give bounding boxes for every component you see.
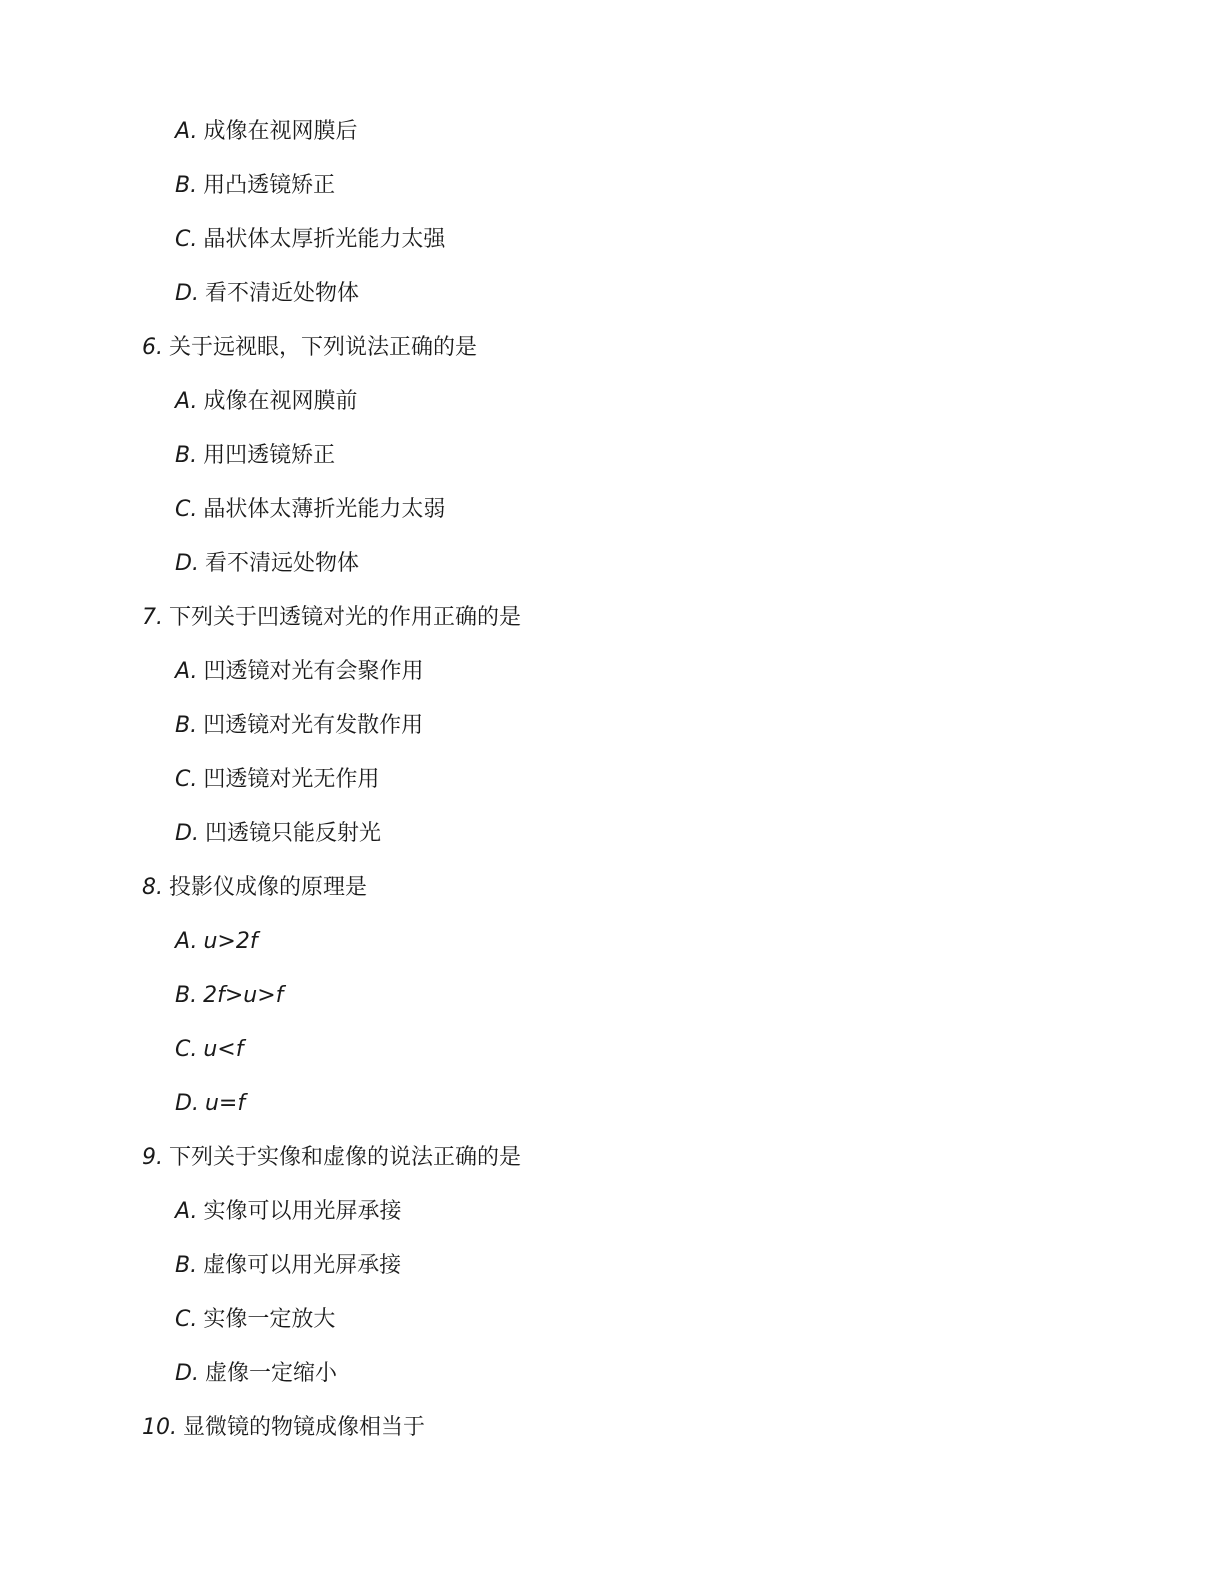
option-letter: A. [175,119,198,144]
option-line [175,441,335,471]
option-line [175,495,445,525]
option-line [175,117,357,147]
option-text: 晶状体太厚折光能力太强 [203,227,446,252]
option-formula: u>2f [203,929,258,954]
option-letter: C. [175,1037,198,1062]
option-letter: D. [175,1361,199,1386]
question-text: 关于远视眼，下列说法正确的是 [169,335,478,360]
question-number: 7. [142,605,163,630]
option-text: 实像一定放大 [203,1307,336,1332]
option-text: 成像在视网膜后 [203,119,358,144]
option-letter: A. [175,1199,198,1224]
question-number: 6. [142,335,163,360]
question-number: 10. [142,1415,177,1440]
option-text: 成像在视网膜前 [203,389,358,414]
option-text: 看不清近处物体 [204,281,359,306]
option-line [175,279,359,309]
question-text: 下列关于实像和虚像的说法正确的是 [169,1145,522,1170]
option-line [175,387,357,417]
question-number: 8. [142,875,163,900]
option-line [175,657,423,687]
question-number: 9. [142,1145,163,1170]
option-text: 凹透镜对光有发散作用 [203,713,424,738]
option-letter: D. [175,1091,199,1116]
option-text: 看不清远处物体 [204,551,359,576]
option-letter: C. [175,497,198,522]
option-line [175,927,258,957]
option-text: 凹透镜只能反射光 [204,821,381,846]
option-letter: B. [175,1253,198,1278]
question-line [142,1143,521,1173]
question-line [142,603,521,633]
question-line [142,333,477,363]
option-line [175,1197,401,1227]
option-line [175,1089,245,1119]
option-letter: A. [175,389,198,414]
option-letter: C. [175,227,198,252]
question-text: 显微镜的物镜成像相当于 [183,1415,426,1440]
option-formula: u<f [203,1037,244,1062]
option-line [175,819,381,849]
option-text: 晶状体太薄折光能力太弱 [203,497,446,522]
option-letter: C. [175,1307,198,1332]
question-line [142,873,367,903]
option-letter: C. [175,767,198,792]
option-letter: D. [175,281,199,306]
question-line [142,1413,425,1443]
option-text: 凹透镜对光有会聚作用 [203,659,424,684]
option-letter: B. [175,983,198,1008]
option-letter: A. [175,929,198,954]
option-line [175,981,283,1011]
option-letter: A. [175,659,198,684]
option-text: 实像可以用光屏承接 [203,1199,402,1224]
option-letter: B. [175,173,198,198]
option-line [175,711,423,741]
option-letter: B. [175,443,198,468]
option-line [175,225,445,255]
option-letter: D. [175,821,199,846]
option-letter: B. [175,713,198,738]
option-formula: u=f [204,1091,246,1116]
option-line [175,1035,243,1065]
option-text: 凹透镜对光无作用 [203,767,380,792]
option-line [175,1359,337,1389]
option-text: 用凸透镜矫正 [203,173,336,198]
option-line [175,765,379,795]
option-text: 虚像可以用光屏承接 [203,1253,402,1278]
option-line [175,1251,401,1281]
option-text: 虚像一定缩小 [204,1361,337,1386]
option-line [175,549,359,579]
option-line [175,1305,335,1335]
question-text: 投影仪成像的原理是 [169,875,368,900]
option-letter: D. [175,551,199,576]
option-line [175,171,335,201]
option-text: 用凹透镜矫正 [203,443,336,468]
question-text: 下列关于凹透镜对光的作用正确的是 [169,605,522,630]
option-formula: 2f>u>f [203,983,284,1008]
